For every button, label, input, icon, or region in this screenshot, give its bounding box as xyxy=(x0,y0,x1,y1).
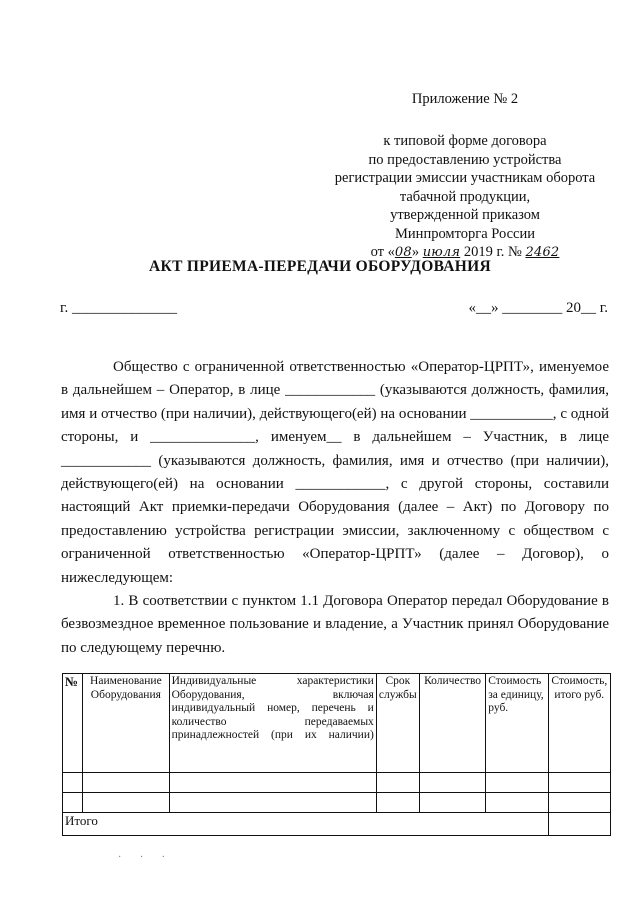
header-number: № xyxy=(63,674,83,773)
table-cell xyxy=(83,773,170,793)
body-text xyxy=(61,356,609,660)
table-cell xyxy=(486,793,548,813)
table-row xyxy=(63,773,611,793)
date-prefix: от « xyxy=(370,244,395,260)
header-characteristics: Индивидуальные характеристики Оборудования, включая индивидуальный номер, перечень и количество передаваемых принадлежностей (при их наличии) xyxy=(169,674,376,773)
handwritten-month: июля xyxy=(422,245,461,260)
appendix-number: Приложение № 2 xyxy=(411,91,519,107)
table-cell xyxy=(548,793,610,813)
table-cell xyxy=(419,793,485,813)
table-total-row xyxy=(63,813,611,836)
paragraph-clause-1: 1. В соответствии с пунктом 1.1 Договора Оператор передал Оборудование в безвозмездное временное пользование и владение, а Участник принял Оборудование по следующему перечню. xyxy=(61,593,609,656)
table-row xyxy=(63,793,611,813)
scan-marks: · · · xyxy=(118,852,173,863)
table-cell xyxy=(169,793,376,813)
place-date-row xyxy=(60,300,608,322)
header-quantity: Количество xyxy=(419,674,485,773)
table-cell xyxy=(419,773,485,793)
handwritten-day: 08 xyxy=(394,245,412,260)
total-value xyxy=(548,813,610,836)
header-total-cost: Стоимость, итого руб. xyxy=(548,674,610,773)
appendix-line: по предоставлению устройства xyxy=(368,151,562,168)
appendix-line: табачной продукции, xyxy=(399,188,531,205)
header-equipment-name: Наименование Оборудования xyxy=(83,674,170,773)
appendix-lines xyxy=(300,132,630,263)
paragraph-intro: Общество с ограниченной ответственностью «Оператор-ЦРПТ», именуемое в дальнейшем – Оператор, в лице ____________ (указываются должность, фамилия, имя и отчество (при наличии), действующего(ей) на основании ___________, с одной стороны, и ______________, именуем__ в дальнейшем – Участник, в лице ____________ (указываются должность, фамилия, имя и отчество (при наличии), действующего(ей) на основании ____________, с другой стороны, составили настоящий Акт приемки-передачи Оборудования (далее – Акт) по Договору по предоставлению устройства регистрации эмиссии, заключенному с обществом с ограниченной ответственностью «Оператор-ЦРПТ» (далее – Договор), о нижеследующем: xyxy=(61,359,609,586)
table-cell xyxy=(63,773,83,793)
date-field: «__» ________ 20__ г. xyxy=(468,300,608,316)
date-mid: » xyxy=(411,244,423,260)
table-cell xyxy=(376,773,419,793)
table-cell xyxy=(83,793,170,813)
equipment-table xyxy=(62,673,611,836)
total-label: Итого xyxy=(63,813,549,836)
header-service-life: Срок службы xyxy=(376,674,419,773)
table-cell xyxy=(548,773,610,793)
appendix-line: Минпромторга России xyxy=(395,225,535,242)
table-cell xyxy=(169,773,376,793)
appendix-line: утвержденной приказом xyxy=(390,207,540,223)
appendix-line: к типовой форме договора xyxy=(383,133,547,149)
table-cell xyxy=(486,773,548,793)
handwritten-order-number: 2462 xyxy=(525,245,560,260)
document-title: АКТ ПРИЕМА-ПЕРЕДАЧИ ОБОРУДОВАНИЯ xyxy=(149,258,491,275)
table-cell xyxy=(376,793,419,813)
table-cell xyxy=(63,793,83,813)
date-suffix: 2019 г. № xyxy=(460,244,522,260)
table-header-row xyxy=(63,674,611,773)
place-field: г. ______________ xyxy=(60,300,177,316)
header-unit-cost: Стоимость за единицу, руб. xyxy=(486,674,548,773)
appendix-line: регистрации эмиссии участникам оборота xyxy=(334,170,596,186)
